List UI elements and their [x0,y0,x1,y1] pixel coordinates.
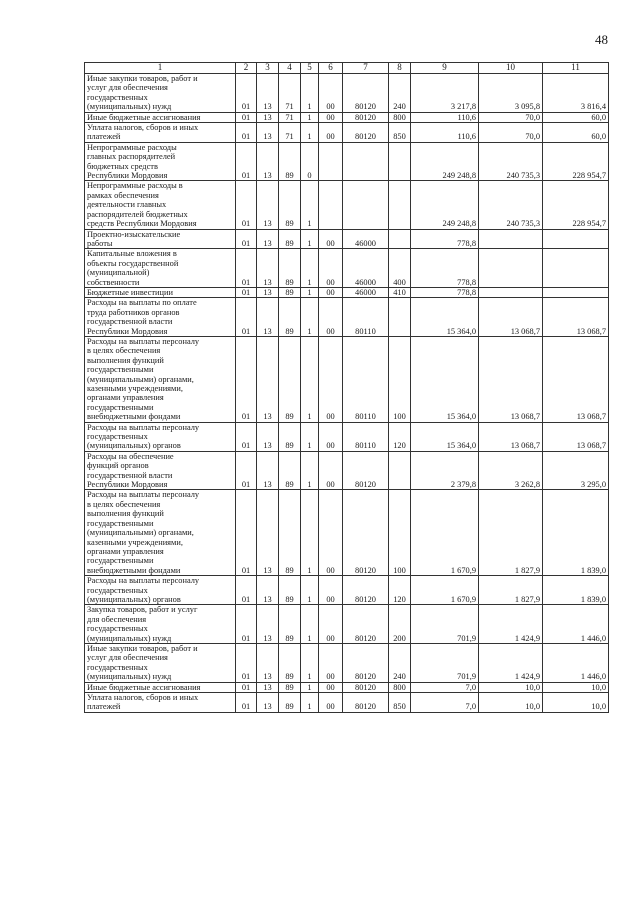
code-direction: 00 [319,74,343,113]
amount-year-1: 249 248,8 [411,142,479,181]
row-name: Иные бюджетные ассигнования [85,112,236,122]
amount-year-1: 1 670,9 [411,490,479,576]
amount-year-1: 3 217,8 [411,74,479,113]
table-row [85,142,609,181]
code-subsection: 13 [257,576,279,605]
code-direction: 00 [319,490,343,576]
code-program: 89 [279,287,301,297]
column-header: 7 [343,63,389,74]
code-section: 01 [236,229,257,249]
code-subprogram: 1 [301,682,319,692]
table-row [85,112,609,122]
amount-year-2: 240 735,3 [479,142,543,181]
amount-year-1: 778,8 [411,287,479,297]
code-section: 01 [236,123,257,143]
amount-year-3: 1 839,0 [543,576,609,605]
code-subsection: 13 [257,287,279,297]
amount-year-2: 1 424,9 [479,643,543,682]
code-direction: 00 [319,229,343,249]
code-subprogram: 1 [301,287,319,297]
code-expense-type [389,142,411,181]
amount-year-1: 2 379,8 [411,451,479,490]
code-direction: 00 [319,605,343,644]
amount-year-1: 15 364,0 [411,336,479,422]
row-name: Расходы на выплаты по оплате труда работников органов государственной власти Республики Мордовия [85,298,236,337]
amount-year-1: 110,6 [411,123,479,143]
code-program: 89 [279,336,301,422]
code-direction: 00 [319,287,343,297]
amount-year-3: 60,0 [543,112,609,122]
code-target: 80110 [343,298,389,337]
code-section: 01 [236,74,257,113]
code-expense-type: 240 [389,74,411,113]
code-section: 01 [236,605,257,644]
code-program: 71 [279,74,301,113]
code-expense-type: 850 [389,123,411,143]
amount-year-1: 249 248,8 [411,181,479,229]
column-header: 2 [236,63,257,74]
code-expense-type: 100 [389,490,411,576]
code-subsection: 13 [257,74,279,113]
row-name: Расходы на выплаты персоналу государственных (муниципальных) органов [85,576,236,605]
code-expense-type: 120 [389,576,411,605]
code-subprogram: 1 [301,422,319,451]
amount-year-1: 15 364,0 [411,298,479,337]
amount-year-2 [479,249,543,288]
code-target: 80120 [343,451,389,490]
code-target: 80110 [343,422,389,451]
code-expense-type: 850 [389,693,411,713]
code-program: 89 [279,298,301,337]
code-expense-type [389,298,411,337]
code-expense-type: 800 [389,112,411,122]
code-direction: 00 [319,112,343,122]
code-section: 01 [236,142,257,181]
row-name: Иные закупки товаров, работ и услуг для обеспечения государственных (муниципальных) нужд [85,74,236,113]
amount-year-2: 10,0 [479,682,543,692]
amount-year-3 [543,249,609,288]
code-section: 01 [236,112,257,122]
code-subsection: 13 [257,298,279,337]
code-subsection: 13 [257,682,279,692]
code-program: 71 [279,112,301,122]
code-target: 46000 [343,229,389,249]
code-section: 01 [236,576,257,605]
amount-year-2: 1 827,9 [479,576,543,605]
table-row [85,298,609,337]
code-subprogram: 0 [301,142,319,181]
amount-year-3 [543,229,609,249]
code-program: 89 [279,229,301,249]
code-program: 71 [279,123,301,143]
budget-table [84,62,609,713]
code-program: 89 [279,181,301,229]
code-direction: 00 [319,422,343,451]
code-subsection: 13 [257,693,279,713]
code-expense-type [389,181,411,229]
row-name: Расходы на выплаты персоналу в целях обеспечения выполнения функций государственными (муниципальными) органами, казенными учреждениями, органами управления государственными внебюджетными фондами [85,490,236,576]
row-name: Бюджетные инвестиции [85,287,236,297]
row-name: Иные закупки товаров, работ и услуг для обеспечения государственных (муниципальных) нужд [85,643,236,682]
amount-year-3: 13 068,7 [543,422,609,451]
amount-year-1: 15 364,0 [411,422,479,451]
amount-year-3: 13 068,7 [543,336,609,422]
column-header: 10 [479,63,543,74]
table-row [85,576,609,605]
code-subsection: 13 [257,229,279,249]
column-header: 1 [85,63,236,74]
code-expense-type: 240 [389,643,411,682]
code-section: 01 [236,298,257,337]
code-program: 89 [279,576,301,605]
amount-year-3: 1 839,0 [543,490,609,576]
code-direction: 00 [319,123,343,143]
amount-year-2: 10,0 [479,693,543,713]
amount-year-3: 1 446,0 [543,605,609,644]
code-target: 80120 [343,74,389,113]
code-subprogram: 1 [301,112,319,122]
amount-year-2: 13 068,7 [479,336,543,422]
code-target: 80120 [343,112,389,122]
code-program: 89 [279,451,301,490]
code-subsection: 13 [257,142,279,181]
amount-year-3: 228 954,7 [543,181,609,229]
column-header: 9 [411,63,479,74]
amount-year-2: 70,0 [479,123,543,143]
code-target: 80120 [343,490,389,576]
row-name: Проектно-изыскательские работы [85,229,236,249]
code-subsection: 13 [257,336,279,422]
amount-year-3: 228 954,7 [543,142,609,181]
amount-year-3: 10,0 [543,693,609,713]
amount-year-3: 1 446,0 [543,643,609,682]
code-expense-type: 120 [389,422,411,451]
table-row [85,693,609,713]
amount-year-3: 3 295,0 [543,451,609,490]
code-subsection: 13 [257,605,279,644]
code-target: 46000 [343,249,389,288]
table-row [85,451,609,490]
row-name: Капитальные вложения в объекты государственной (муниципальной) собственности [85,249,236,288]
table-row [85,682,609,692]
row-name: Расходы на обеспечение функций органов государственной власти Республики Мордовия [85,451,236,490]
code-subprogram: 1 [301,298,319,337]
table-row [85,181,609,229]
column-header: 4 [279,63,301,74]
row-name: Уплата налогов, сборов и иных платежей [85,693,236,713]
code-program: 89 [279,142,301,181]
code-direction [319,181,343,229]
code-section: 01 [236,422,257,451]
code-subprogram: 1 [301,123,319,143]
code-subsection: 13 [257,643,279,682]
code-section: 01 [236,336,257,422]
amount-year-2: 13 068,7 [479,422,543,451]
amount-year-2: 1 827,9 [479,490,543,576]
code-section: 01 [236,643,257,682]
table-row [85,123,609,143]
amount-year-1: 7,0 [411,693,479,713]
code-subprogram: 1 [301,181,319,229]
code-expense-type: 200 [389,605,411,644]
code-subprogram: 1 [301,643,319,682]
column-header: 8 [389,63,411,74]
amount-year-1: 1 670,9 [411,576,479,605]
table-row [85,422,609,451]
amount-year-2: 13 068,7 [479,298,543,337]
code-expense-type: 410 [389,287,411,297]
column-header: 5 [301,63,319,74]
code-target: 80120 [343,576,389,605]
code-program: 89 [279,682,301,692]
table-row [85,336,609,422]
column-header: 6 [319,63,343,74]
code-program: 89 [279,605,301,644]
code-target: 80120 [343,693,389,713]
code-subsection: 13 [257,123,279,143]
amount-year-1: 778,8 [411,249,479,288]
row-name: Закупка товаров, работ и услуг для обеспечения государственных (муниципальных) нужд [85,605,236,644]
amount-year-2 [479,287,543,297]
table-row [85,229,609,249]
amount-year-3: 60,0 [543,123,609,143]
code-subsection: 13 [257,181,279,229]
code-target: 46000 [343,287,389,297]
code-direction: 00 [319,682,343,692]
code-program: 89 [279,490,301,576]
code-section: 01 [236,490,257,576]
amount-year-3 [543,287,609,297]
code-subprogram: 1 [301,693,319,713]
table-row [85,643,609,682]
code-subsection: 13 [257,422,279,451]
code-program: 89 [279,693,301,713]
code-expense-type: 800 [389,682,411,692]
code-target [343,142,389,181]
code-subprogram: 1 [301,605,319,644]
code-section: 01 [236,181,257,229]
amount-year-1: 701,9 [411,643,479,682]
code-direction: 00 [319,298,343,337]
amount-year-2: 70,0 [479,112,543,122]
code-subprogram: 1 [301,74,319,113]
code-expense-type: 400 [389,249,411,288]
code-program: 89 [279,422,301,451]
code-subprogram: 1 [301,490,319,576]
amount-year-3: 3 816,4 [543,74,609,113]
amount-year-2: 3 262,8 [479,451,543,490]
amount-year-2 [479,229,543,249]
code-subprogram: 1 [301,229,319,249]
amount-year-2: 1 424,9 [479,605,543,644]
table-row [85,74,609,113]
row-name: Расходы на выплаты персоналу в целях обеспечения выполнения функций государственными (муниципальными) органами, казенными учреждениями, органами управления государственными внебюджетными фондами [85,336,236,422]
code-section: 01 [236,682,257,692]
code-target [343,181,389,229]
amount-year-1: 7,0 [411,682,479,692]
code-section: 01 [236,249,257,288]
row-name: Уплата налогов, сборов и иных платежей [85,123,236,143]
row-name: Иные бюджетные ассигнования [85,682,236,692]
amount-year-1: 701,9 [411,605,479,644]
code-expense-type [389,451,411,490]
code-subprogram: 1 [301,576,319,605]
table-row [85,605,609,644]
code-subsection: 13 [257,112,279,122]
code-target: 80120 [343,682,389,692]
code-target: 80120 [343,123,389,143]
column-header: 11 [543,63,609,74]
table-row [85,249,609,288]
code-section: 01 [236,451,257,490]
amount-year-2: 3 095,8 [479,74,543,113]
amount-year-3: 13 068,7 [543,298,609,337]
code-target: 80110 [343,336,389,422]
code-section: 01 [236,287,257,297]
column-header: 3 [257,63,279,74]
code-program: 89 [279,249,301,288]
column-header-row [85,63,609,74]
code-program: 89 [279,643,301,682]
code-direction: 00 [319,576,343,605]
amount-year-1: 110,6 [411,112,479,122]
code-expense-type: 100 [389,336,411,422]
code-target: 80120 [343,643,389,682]
table-row [85,490,609,576]
code-subprogram: 1 [301,336,319,422]
code-section: 01 [236,693,257,713]
amount-year-3: 10,0 [543,682,609,692]
row-name: Непрограммные расходы главных распорядителей бюджетных средств Республики Мордовия [85,142,236,181]
code-subsection: 13 [257,490,279,576]
code-expense-type [389,229,411,249]
code-subsection: 13 [257,249,279,288]
code-direction: 00 [319,643,343,682]
code-direction [319,142,343,181]
code-direction: 00 [319,451,343,490]
code-target: 80120 [343,605,389,644]
row-name: Расходы на выплаты персоналу государственных (муниципальных) органов [85,422,236,451]
page-number: 48 [595,32,608,47]
amount-year-1: 778,8 [411,229,479,249]
code-subprogram: 1 [301,451,319,490]
code-subsection: 13 [257,451,279,490]
code-direction: 00 [319,249,343,288]
amount-year-2: 240 735,3 [479,181,543,229]
code-direction: 00 [319,693,343,713]
row-name: Непрограммные расходы в рамках обеспечения деятельности главных распорядителей бюджетных средств Республики Мордовия [85,181,236,229]
code-subprogram: 1 [301,249,319,288]
table-row [85,287,609,297]
code-direction: 00 [319,336,343,422]
